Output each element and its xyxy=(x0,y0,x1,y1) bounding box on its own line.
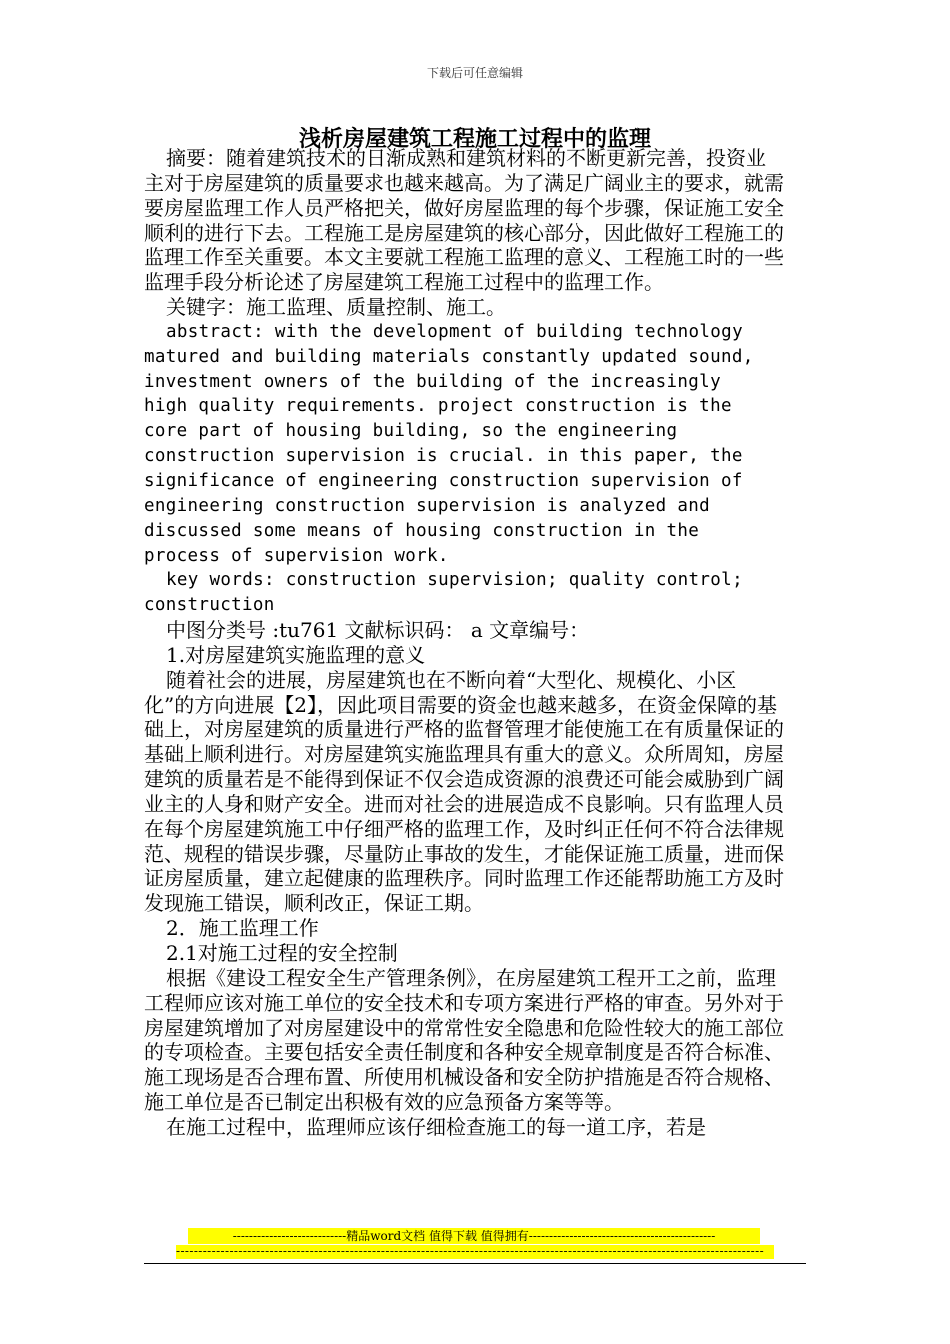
footer-banner: ----------------------------精品word文档 值得下载 值得拥有---------------------------------------------- xyxy=(188,1228,760,1244)
abstract-en-line: process of supervision work. xyxy=(144,545,449,566)
keywords-en xyxy=(144,568,784,618)
section-2-1-heading: 2.1对施工过程的安全控制 xyxy=(166,941,398,965)
abstract-en-line: investment owners of the building of the increasingly xyxy=(144,371,721,392)
abstract-en-line: high quality requirements. project construction is the xyxy=(144,396,732,417)
section-1-heading: 1.对房屋建筑实施监理的意义 xyxy=(166,642,426,667)
header-note: 下载后可任意编辑 xyxy=(426,66,523,80)
document-body xyxy=(144,146,784,1140)
abstract-en-line: significance of engineering construction supervision of xyxy=(144,470,743,491)
footer-dash-line: ------------------------------------------------------------------------------------------------------------------------------------ xyxy=(176,1245,774,1259)
document-title: 浅析房屋建筑工程施工过程中的监理 xyxy=(298,127,651,152)
abstract-en-line: engineering construction supervision is analyzed and xyxy=(144,495,711,516)
footer-rule xyxy=(144,1263,806,1264)
abstract-cn: 摘要：随着建筑技术的日渐成熟和建筑材料的不断更新完善，投资业主对于房屋建筑的质量要求也越来越高。为了满足广阔业主的要求，就需要房屋监理工作人员严格把关，做好房屋监理的每个步骤，保证施工安全顺利的进行下去。工程施工是房屋建筑的核心部分，因此做好工程施工的监理工作至关重要。本文主要就工程施工监理的意义、工程施工时的一些监理手段分析论述了房屋建筑工程施工过程中的监理工作。 xyxy=(144,146,784,295)
keywords-cn: 关键字：施工监理、质量控制、施工。 xyxy=(166,295,506,320)
classification-line: 中图分类号 :tu761 文献标识码： a 文章编号： xyxy=(166,618,590,643)
section-1-body: 随着社会的进展，房屋建筑也在不断向着“大型化、规模化、小区化”的方向进展【2】，因此项目需要的资金也越来越多，在资金保障的基础上，对房屋建筑的质量进行严格的监督管理才能使施工在有质量保证的基础上顺利进行。对房屋建筑实施监理具有重大的意义。众所周知，房屋建筑的质量若是不能得到保证不仅会造成资源的浪费还可能会威胁到广阔业主的人身和财产安全。进而对社会的进展造成不良影响。只有监理人员在每个房屋建筑施工中仔细严格的监理工作，及时纠正任何不符合法律规范、规程的错误步骤，尽量防止事故的发生，才能保证施工质量，进而保证房屋质量，建立起健康的监理秩序。同时监理工作还能帮助施工方及时发现施工错误，顺利改正，保证工期。 xyxy=(144,667,784,916)
abstract-en-line: construction supervision is crucial. in this paper, the xyxy=(144,446,743,467)
abstract-en-line: core part of housing building, so the engineering xyxy=(144,421,678,442)
section-2-heading: 2．施工监理工作 xyxy=(166,916,319,941)
keywords-en-line: construction xyxy=(144,595,275,616)
abstract-en-line: abstract: with the development of building technology xyxy=(166,321,743,342)
abstract-en-line: discussed some means of housing construction in the xyxy=(144,520,700,541)
section-2-1-body: 根据《建设工程安全生产管理条例》，在房屋建筑工程开工之前，监理工程师应该对施工单位的安全技术和专项方案进行严格的审查。另外对于房屋建筑增加了对房屋建设中的常常性安全隐患和危险性较大的施工部位的专项检查。主要包括安全责任制度和各种安全规章制度是否符合标准、施工现场是否合理布置、所使用机械设备和安全防护措施是否符合规格、施工单位是否已制定出积极有效的应急预备方案等等。 xyxy=(144,965,784,1115)
keywords-en-line: key words: construction supervision; quality control; xyxy=(166,570,743,591)
abstract-en xyxy=(144,320,784,568)
abstract-en-line: matured and building materials constantly updated sound, xyxy=(144,346,754,367)
section-2-1-body-continued: 在施工过程中，监理师应该仔细检查施工的每一道工序，若是 xyxy=(166,1114,706,1139)
